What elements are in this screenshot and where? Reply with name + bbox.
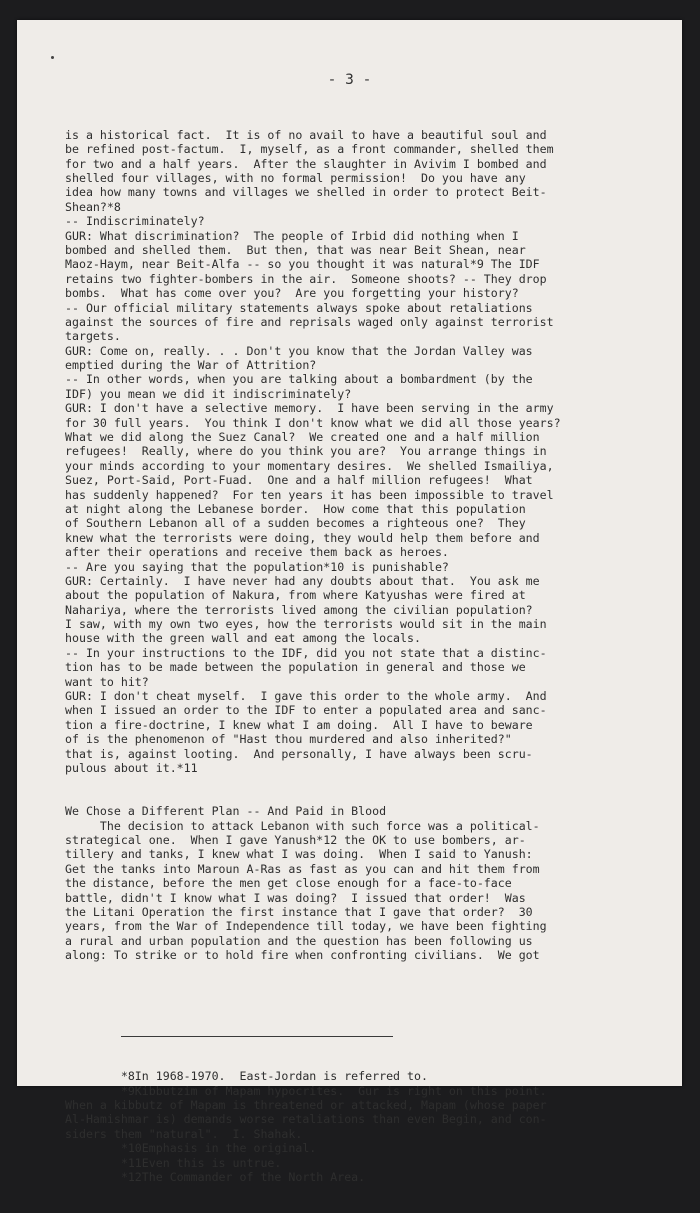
text-line: bombed and shelled them. But then, that was near Beit Shean, near <box>65 242 526 257</box>
text-line: GUR: I don't cheat myself. I gave this order to the whole army. And <box>65 689 547 704</box>
page-number: - 3 - <box>327 72 372 88</box>
footnote-line: When a kibbutz of Mapam is threatened or attacked, Mapam (whose paper <box>65 1098 547 1113</box>
text-line: Nahariya, where the terrorists lived among the civilian population? <box>65 602 533 617</box>
text-line: is a historical fact. It is of no avail to have a beautiful soul and <box>65 127 547 142</box>
text-line: that is, against looting. And personally, I have always been scru- <box>65 746 533 761</box>
text-line: What we did along the Suez Canal? We created one and a half million <box>65 430 540 445</box>
text-line: along: To strike or to hold fire when confronting civilians. We got <box>65 948 540 963</box>
typed-page <box>17 20 682 1185</box>
text-line: the distance, before the men get close enough for a face-to-face <box>65 876 512 891</box>
text-line: for 30 full years. You think I don't know what we did all those years? <box>65 415 561 430</box>
text-line: about the population of Nakura, from where Katyushas were fired at <box>65 588 526 603</box>
text-line: retains two fighter-bombers in the air. Someone shoots? -- They drop <box>65 271 547 286</box>
text-line: -- Are you saying that the population*10 is punishable? <box>65 559 449 574</box>
text-line: want to hit? <box>65 674 149 689</box>
footnote-block <box>65 1069 561 1184</box>
paper-speck <box>51 56 54 59</box>
text-line: knew what the terrorists were doing, they would help them before and <box>65 530 540 545</box>
text-line: of is the phenomenon of "Hast thou murdered and also inherited?" <box>65 732 512 747</box>
text-line: Get the tanks into Maroun A-Ras as fast as you can and hit them from <box>65 861 540 876</box>
text-line: pulous about it.*11 <box>65 761 198 775</box>
text-line: for two and a half years. After the slaughter in Avivim I bombed and <box>65 156 547 171</box>
text-line: years, from the War of Independence till today, we have been fighting <box>65 919 547 934</box>
text-line: -- In your instructions to the IDF, did you not state that a distinc- <box>65 645 547 660</box>
text-line: We Chose a Different Plan -- And Paid in Blood <box>65 804 387 819</box>
footnote-divider <box>65 1034 561 1040</box>
typed-text <box>65 99 561 1213</box>
text-line: when I issued an order to the IDF to enter a populated area and sanc- <box>65 703 547 718</box>
text-line: GUR: I don't have a selective memory. I have been serving in the army <box>65 401 554 416</box>
text-line: be refined post-factum. I, myself, as a front commander, shelled them <box>65 142 554 157</box>
text-line: of Southern Lebanon all of a sudden becomes a righteous one? They <box>65 516 526 531</box>
text-line: Shean?*8 <box>65 199 121 214</box>
footnote-line: *12The Commander of the North Area. <box>65 1170 366 1185</box>
text-line: tion has to be made between the population in general and those we <box>65 660 526 675</box>
text-line: has suddenly happened? For ten years it has been impossible to travel <box>65 487 554 502</box>
text-line: tillery and tanks, I knew what I was doing. When I said to Yanush: <box>65 847 533 862</box>
footnote-gap <box>65 991 561 1005</box>
footnote-line: *8In 1968-1970. East-Jordan is referred to. <box>65 1069 428 1084</box>
text-line: I saw, with my own two eyes, how the terrorists would sit in the main <box>65 617 547 632</box>
text-line: tion a fire-doctrine, I knew what I am doing. All I have to beware <box>65 717 533 732</box>
text-line: GUR: Come on, really. . . Don't you know that the Jordan Valley was <box>65 343 533 358</box>
text-line: idea how many towns and villages we shelled in order to protect Beit- <box>65 185 547 200</box>
text-line: GUR: What discrimination? The people of Irbid did nothing when I <box>65 228 519 243</box>
text-line: emptied during the War of Attrition? <box>65 358 317 373</box>
text-line: the Litani Operation the first instance that I gave that order? 30 <box>65 904 533 919</box>
text-line: bombs. What has come over you? Are you forgetting your history? <box>65 286 519 301</box>
text-line: against the sources of fire and reprisals waged only against terrorist <box>65 314 554 329</box>
text-line: The decision to attack Lebanon with such force was a political- <box>65 818 540 833</box>
text-line: a rural and urban population and the question has been following us <box>65 933 533 948</box>
text-line: strategical one. When I gave Yanush*12 the OK to use bombers, ar- <box>65 832 526 847</box>
text-line: targets. <box>65 329 121 344</box>
footnote-line: Al-Hamishmar is) demands worse retaliations than even Begin, and con- <box>65 1112 547 1127</box>
text-line: shelled four villages, with no formal permission! Do you have any <box>65 170 526 185</box>
text-line: battle, didn't I know what I was doing? I issued that order! Was <box>65 890 526 905</box>
footnote-line: *11Even this is untrue. <box>65 1155 282 1170</box>
text-line: -- Our official military statements always spoke about retaliations <box>65 300 533 315</box>
text-line: -- Indiscriminately? <box>65 214 205 229</box>
footnote-line: siders them "natural". I. Shahak. <box>65 1126 303 1141</box>
text-line: your minds according to your momentary desires. We shelled Ismailiya, <box>65 458 554 473</box>
footnote-line: *9Kibbutzim of Mapam hypocrites. Gur is right on this point. <box>65 1083 547 1098</box>
text-line <box>65 775 561 789</box>
text-line: Suez, Port-Said, Port-Fuad. One and a half million refugees! What <box>65 473 533 488</box>
text-line: -- In other words, when you are talking about a bombardment (by the <box>65 372 533 387</box>
text-line <box>65 790 561 804</box>
text-line: Maoz-Haym, near Beit-Alfa -- so you thought it was natural*9 The IDF <box>65 257 540 272</box>
text-line: GUR: Certainly. I have never had any doubts about that. You ask me <box>65 573 540 588</box>
text-line: IDF) you mean we did it indiscriminately? <box>65 386 352 401</box>
text-line: house with the green wall and eat among the locals. <box>65 631 421 646</box>
main-text-block <box>65 128 561 963</box>
text-line: after their operations and receive them back as heroes. <box>65 545 449 560</box>
text-line: refugees! Really, where do you think you are? You arrange things in <box>65 444 547 459</box>
footnote-line: *10Emphasis in the original. <box>65 1141 317 1156</box>
text-line: at night along the Lebanese border. How come that this population <box>65 501 526 516</box>
